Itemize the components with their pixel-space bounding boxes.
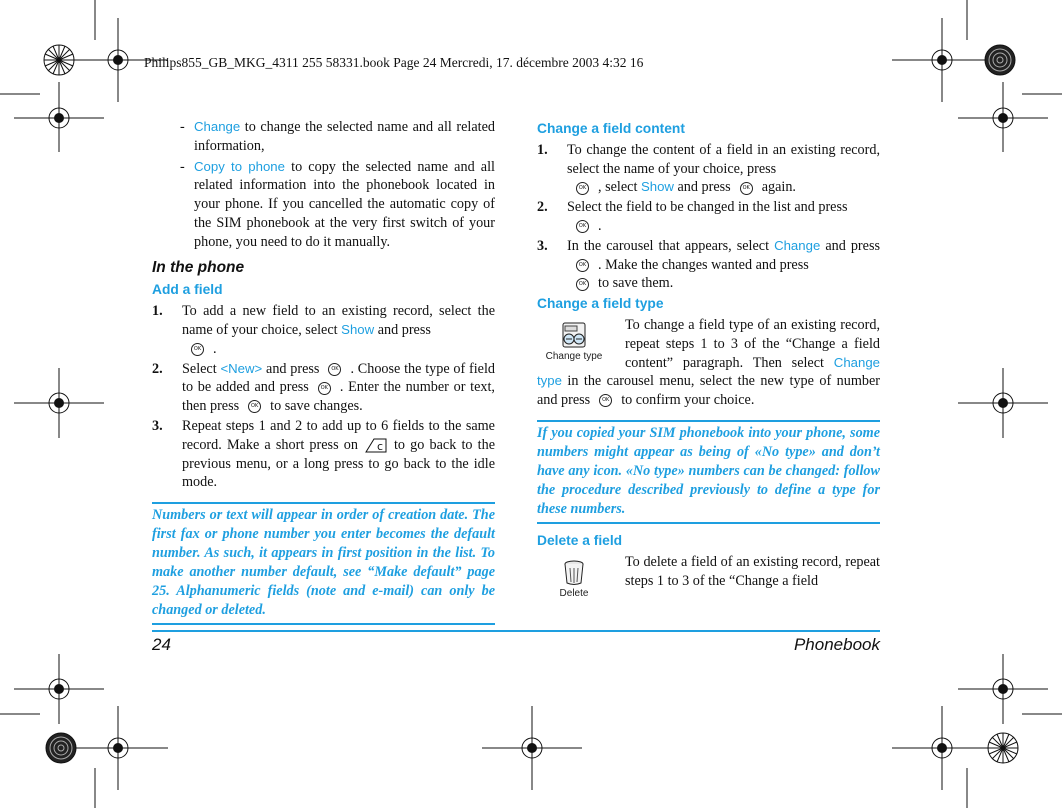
step-text: and press [820,237,880,254]
subsection-title: Add a field [152,282,223,298]
step-item [537,198,880,236]
step-text: and press [374,321,431,338]
step-text: , select [598,179,641,196]
step-number: 3. [537,237,548,254]
bullet-dash: - [180,119,185,135]
change-type-paragraph [537,316,880,410]
page-number: 24 [152,635,171,654]
step-text: To add a new field to an existing record, select the name of your choice, select [182,303,495,338]
step-number: 2. [152,360,163,377]
ok-key-icon: OK [318,382,331,395]
ok-key-icon: OK [576,182,589,195]
bullet-text: to change the selected name and all related information, [194,119,495,154]
bullet-item [152,118,495,156]
delete-icon-box [537,553,611,601]
ok-key-icon: OK [740,182,753,195]
subsection-title: Change a field type [537,296,664,312]
step-text: again. [761,179,796,196]
trash-icon [559,557,589,587]
icon-label: Delete [559,587,589,599]
menu-term: Change type [537,354,880,389]
bullet-item [152,158,495,252]
paragraph-text: To change a field type of an existing record, repeat steps 1 to 3 of the “Change a field content” paragraph. Then select [625,316,880,371]
paragraph-text: to confirm your choice. [621,392,755,409]
step-item [152,360,495,416]
menu-term: Show [640,179,674,195]
change-type-icon-box [537,316,611,364]
ok-key-icon: OK [576,220,589,233]
print-header: Philips855_GB_MKG_4311 255 58331.book Page 24 Mercredi, 17. décembre 2003 4:32 16 [144,55,644,70]
section-title: In the phone [152,258,245,276]
chapter-title: Phonebook [793,635,880,654]
step-number: 3. [152,417,163,434]
ok-key-icon: OK [191,343,204,356]
note-box: If you copied your SIM phonebook into your phone, some numbers might appear as being of «No type» and don’t have any icon. «No type» numbers can be changed: follow the procedure described previously to define a type for these numbers. [537,420,880,524]
step-number: 2. [537,199,548,216]
page-footer [152,630,880,654]
subsection-title: Delete a field [537,532,623,548]
subsection-title: Change a field content [537,121,685,136]
left-column [152,118,495,633]
ok-key-icon: OK [576,278,589,291]
step-text: to save them. [598,275,674,292]
step-number: 1. [537,141,548,158]
change-type-icon [559,320,589,350]
paragraph-text: To delete a field of an existing record, repeat steps 1 to 3 of the “Change a field [625,553,880,589]
right-column [537,118,880,601]
concentric-mark [46,733,76,763]
ok-key-icon: OK [599,394,612,407]
delete-paragraph [537,553,880,601]
step-item [537,141,880,197]
ok-key-icon: OK [328,363,341,376]
starburst-mark [988,733,1018,763]
menu-term: Change [774,237,821,253]
concentric-mark [985,45,1015,75]
note-box: Numbers or text will appear in order of creation date. The first fax or phone number you enter becomes the default number. As such, it appears in first position in the list. To make another number default, see “Make default” page 25. Alphanumeric fields (note and e-mail) can only be changed or deleted. [152,502,495,625]
menu-term: Copy to phone [194,158,285,174]
menu-term: <New> [220,360,263,376]
step-text: to save changes. [270,398,363,415]
step-text: Select [182,360,221,377]
step-text: and press [262,360,320,377]
ok-key-icon: OK [576,259,589,272]
step-text: In the carousel that appears, select [567,237,775,254]
step-text: . Enter the number or text, then press [182,379,495,415]
step-text: To change the content of a field in an existing record, select the name of your choice, press [567,141,880,177]
step-text: . Make the changes wanted and press [598,256,809,273]
bullet-text: to copy the selected name and all related information into the phonebook located in your phone. If you cancelled the automatic copy of the SIM phonebook at the very first switch of your phone, you need to do it manually. [194,158,495,250]
step-text: Select the field to be changed in the list and press [567,199,848,216]
step-text: . [598,217,602,234]
starburst-mark [44,45,74,75]
ok-key-icon: OK [248,400,261,413]
bullet-dash: - [180,158,185,175]
step-text: and press [673,179,731,196]
step-text: to go back to the previous menu, or a long press to go back to the idle mode. [182,436,495,491]
menu-term: Change [194,119,241,134]
step-item [152,302,495,358]
c-key-label: c [376,439,384,453]
paragraph-text: in the carousel menu, select the new type of number and press [537,373,880,409]
step-number: 1. [152,303,163,320]
step-text: . Choose the type of field to be added and press [182,360,496,396]
step-item [152,417,495,492]
icon-label: Change type [545,350,603,362]
step-item [537,237,880,293]
step-text: Repeat steps 1 and 2 to add up to 6 fields to the same record. Make a short press on [182,417,495,453]
c-key-icon [364,437,388,454]
menu-term: Show [341,321,375,337]
step-text: . [213,340,217,357]
